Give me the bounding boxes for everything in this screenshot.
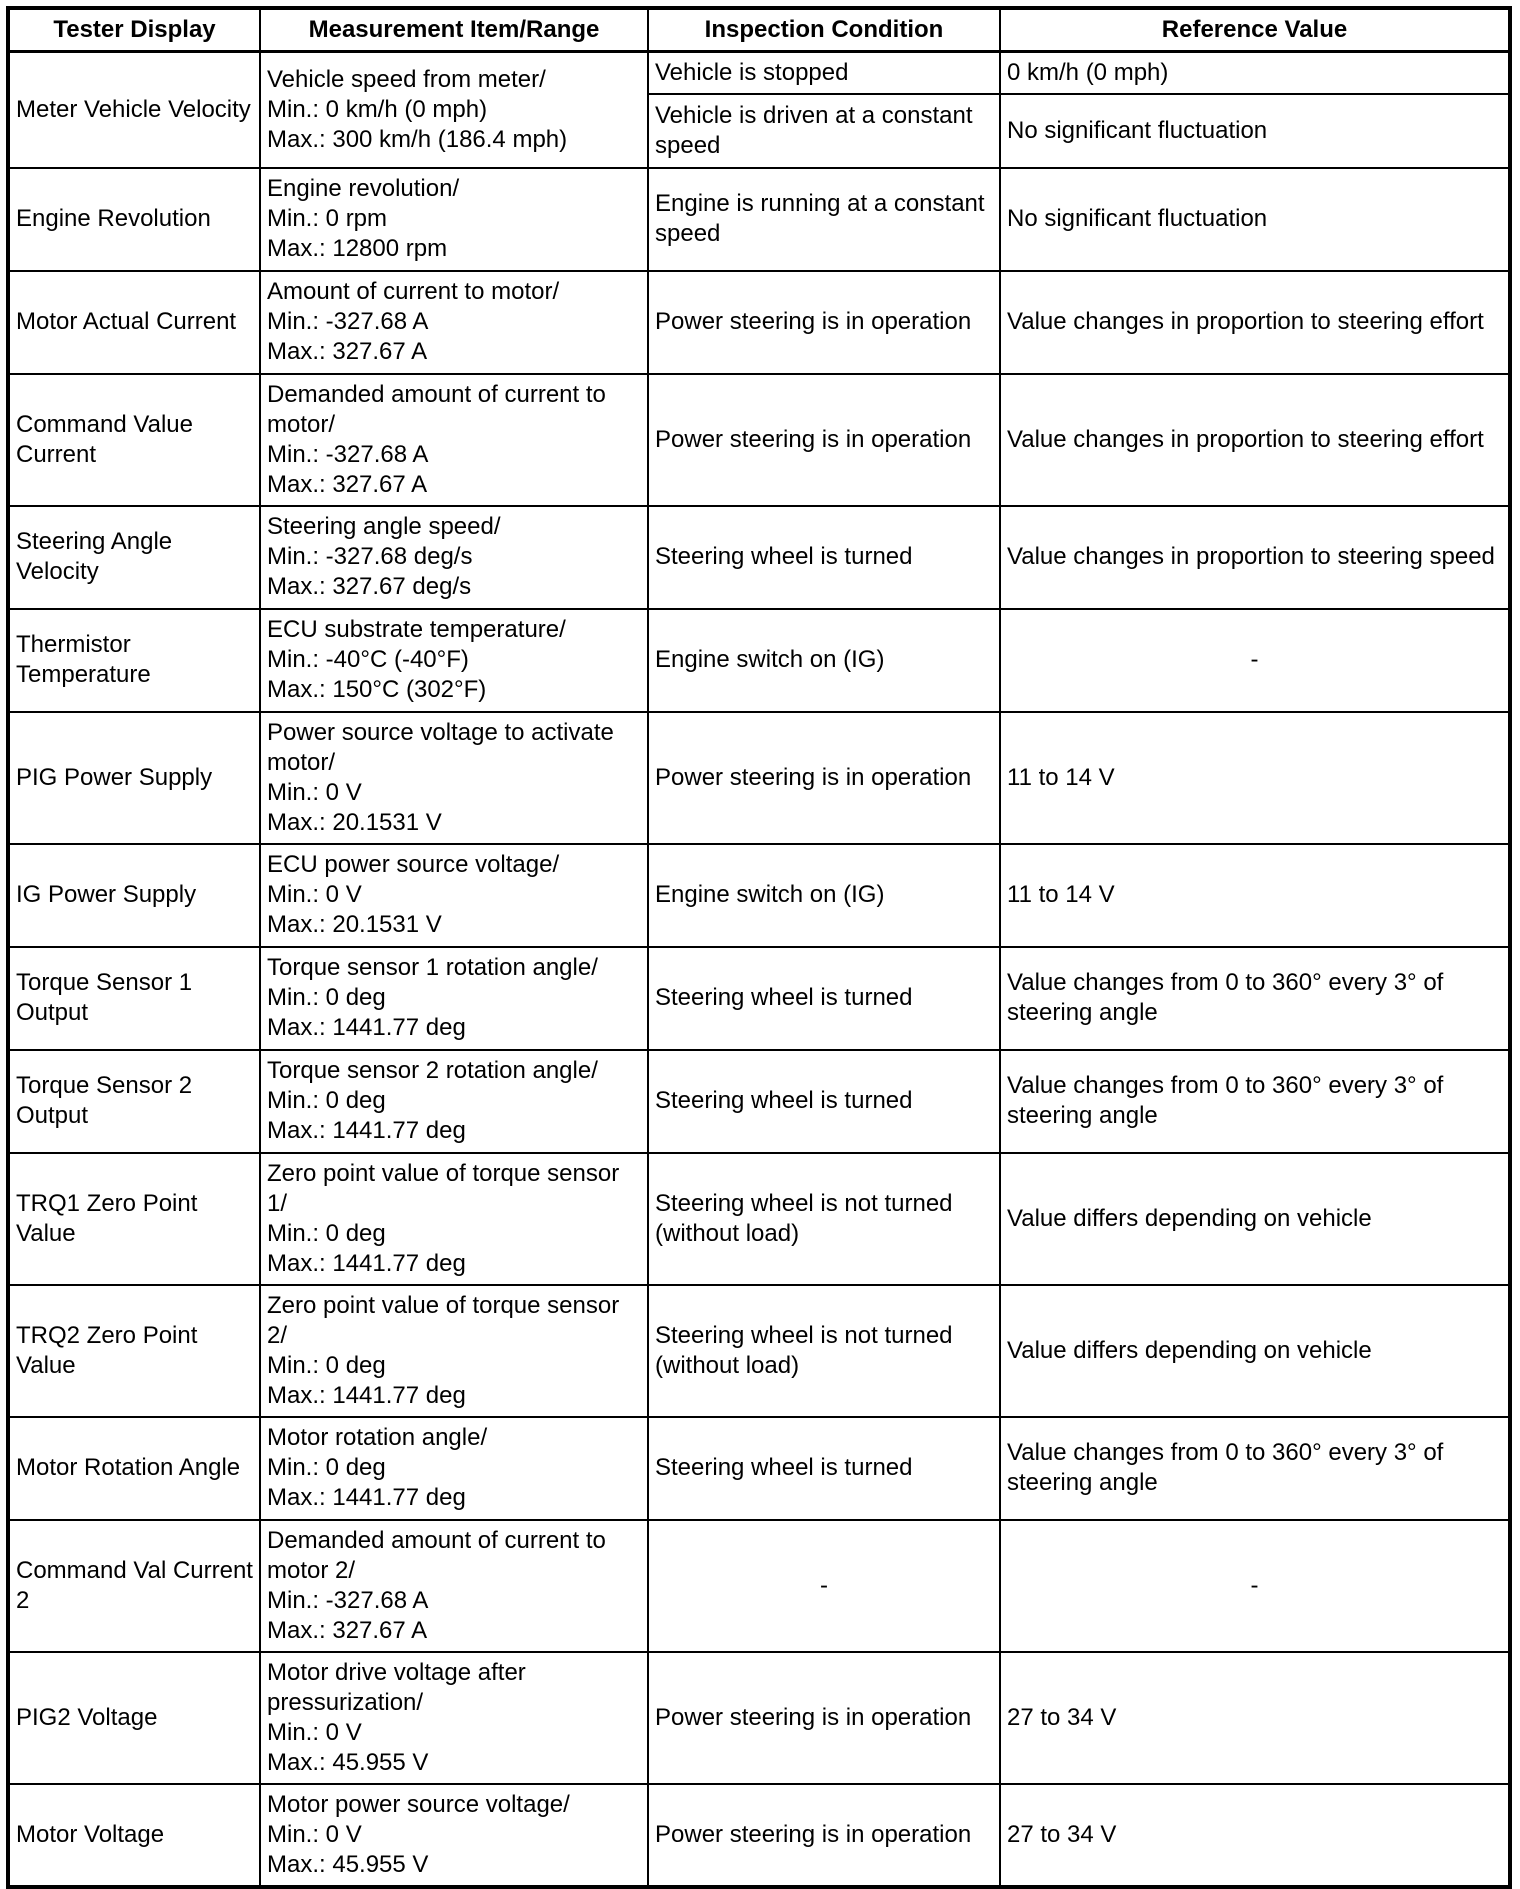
tester-display-cell: TRQ2 Zero Point Value xyxy=(8,1285,260,1417)
reference-cell: Value changes in proportion to steering effort xyxy=(1000,271,1510,374)
measurement-cell xyxy=(260,374,648,506)
measurement-line: Max.: 327.67 A xyxy=(267,338,428,365)
measurement-line: Demanded amount of current to xyxy=(267,380,606,408)
measurement-line: Max.: 327.67 A xyxy=(267,470,428,498)
measurement-cell xyxy=(260,712,648,844)
measurement-line: Min.: -327.68 A xyxy=(267,440,429,468)
condition-cell: Power steering is in operation xyxy=(648,1652,1000,1784)
condition-cell: Steering wheel is turned xyxy=(648,506,1000,609)
measurement-line: Min.: 0 km/h (0 mph) xyxy=(267,95,488,123)
reference-cell: Value changes in proportion to steering effort xyxy=(1000,374,1510,506)
measurement-cell xyxy=(260,1652,648,1784)
measurement-cell xyxy=(260,1417,648,1520)
condition-cell: Vehicle is driven at a constant speed xyxy=(648,94,1000,168)
measurement-line: Max.: 1441.77 deg xyxy=(267,1249,466,1277)
table-row xyxy=(8,52,1510,94)
measurement-line: Min.: 0 deg xyxy=(267,1454,386,1481)
measurement-line: Torque sensor 2 rotation angle/ xyxy=(267,1057,598,1084)
measurement-line: motor/ xyxy=(267,748,336,776)
table-row xyxy=(8,844,1510,947)
tester-display-cell: Command Value Current xyxy=(8,374,260,506)
condition-cell: Steering wheel is turned xyxy=(648,1417,1000,1520)
measurement-line: pressurization/ xyxy=(267,1688,424,1716)
measurement-line: Max.: 1441.77 deg xyxy=(267,1117,466,1144)
measurement-line: Min.: 0 V xyxy=(267,1820,362,1848)
measurement-cell xyxy=(260,1050,648,1153)
measurement-line: Min.: -327.68 A xyxy=(267,1586,429,1614)
measurement-line: Min.: -327.68 deg/s xyxy=(267,543,473,570)
header-inspection-condition: Inspection Condition xyxy=(648,8,1000,52)
measurement-line: Motor drive voltage after xyxy=(267,1658,526,1686)
reference-cell: Value differs depending on vehicle xyxy=(1000,1285,1510,1417)
reference-cell: 27 to 34 V xyxy=(1000,1784,1510,1887)
measurement-line: Max.: 327.67 A xyxy=(267,1616,428,1644)
tester-display-cell: Steering Angle Velocity xyxy=(8,506,260,609)
reference-cell: Value differs depending on vehicle xyxy=(1000,1153,1510,1285)
reference-cell: 11 to 14 V xyxy=(1000,712,1510,844)
measurement-line: Motor rotation angle/ xyxy=(267,1424,488,1451)
tester-display-cell: Meter Vehicle Velocity xyxy=(8,52,260,168)
condition-cell: Engine switch on (IG) xyxy=(648,844,1000,947)
measurement-line: Power source voltage to activate xyxy=(267,718,614,746)
condition-cell: - xyxy=(648,1520,1000,1652)
measurement-cell xyxy=(260,1784,648,1887)
tester-display-cell: Torque Sensor 2 Output xyxy=(8,1050,260,1153)
reference-cell: No significant fluctuation xyxy=(1000,168,1510,271)
measurement-line: Max.: 300 km/h (186.4 mph) xyxy=(267,125,568,153)
reference-cell: Value changes from 0 to 360° every 3° of steering angle xyxy=(1000,1417,1510,1520)
measurement-cell xyxy=(260,844,648,947)
tester-display-cell: Thermistor Temperature xyxy=(8,609,260,712)
reference-cell: 27 to 34 V xyxy=(1000,1652,1510,1784)
tester-display-cell: PIG Power Supply xyxy=(8,712,260,844)
table-row xyxy=(8,947,1510,1050)
measurement-line: Max.: 327.67 deg/s xyxy=(267,573,472,600)
measurement-line: Vehicle speed from meter/ xyxy=(267,65,546,93)
measurement-line: Min.: 0 V xyxy=(267,1718,362,1746)
reference-cell: 11 to 14 V xyxy=(1000,844,1510,947)
measurement-line: Demanded amount of current to xyxy=(267,1526,606,1554)
measurement-cell xyxy=(260,1153,648,1285)
measurement-line: ECU substrate temperature/ xyxy=(267,616,566,643)
measurement-line: motor 2/ xyxy=(267,1556,356,1584)
table-row xyxy=(8,506,1510,609)
measurement-line: Motor power source voltage/ xyxy=(267,1790,570,1818)
measurement-cell xyxy=(260,52,648,168)
measurement-cell xyxy=(260,947,648,1050)
condition-cell: Power steering is in operation xyxy=(648,271,1000,374)
table-row xyxy=(8,712,1510,844)
measurement-line: Min.: 0 rpm xyxy=(267,205,388,232)
table-row xyxy=(8,609,1510,712)
reference-cell: Value changes from 0 to 360° every 3° of steering angle xyxy=(1000,947,1510,1050)
table-row xyxy=(8,1050,1510,1153)
measurement-line: Zero point value of torque sensor xyxy=(267,1159,620,1187)
header-measurement-item: Measurement Item/Range xyxy=(260,8,648,52)
measurement-line: Engine revolution/ xyxy=(267,175,460,202)
measurement-line: Max.: 45.955 V xyxy=(267,1850,429,1878)
measurement-line: Min.: 0 V xyxy=(267,881,362,908)
header-reference-value: Reference Value xyxy=(1000,8,1510,52)
measurement-line: Max.: 20.1531 V xyxy=(267,911,442,938)
measurement-line: Max.: 1441.77 deg xyxy=(267,1014,466,1041)
reference-cell: Value changes in proportion to steering speed xyxy=(1000,506,1510,609)
measurement-line: Torque sensor 1 rotation angle/ xyxy=(267,954,598,981)
measurement-line: 2/ xyxy=(267,1321,288,1349)
condition-cell: Steering wheel is turned xyxy=(648,947,1000,1050)
table-row xyxy=(8,1784,1510,1887)
measurement-line: Max.: 20.1531 V xyxy=(267,808,442,836)
measurement-line: Min.: -327.68 A xyxy=(267,308,429,335)
measurement-line: Min.: 0 deg xyxy=(267,984,386,1011)
condition-cell: Steering wheel is not turned (without load) xyxy=(648,1153,1000,1285)
tester-display-cell: IG Power Supply xyxy=(8,844,260,947)
tester-display-cell: Command Val Current 2 xyxy=(8,1520,260,1652)
measurement-cell xyxy=(260,1285,648,1417)
measurement-cell xyxy=(260,168,648,271)
measurement-line: Max.: 12800 rpm xyxy=(267,235,448,262)
table-row xyxy=(8,1520,1510,1652)
reference-cell: No significant fluctuation xyxy=(1000,94,1510,168)
measurement-line: Amount of current to motor/ xyxy=(267,278,560,305)
table-row xyxy=(8,1285,1510,1417)
measurement-cell xyxy=(260,506,648,609)
table-row xyxy=(8,1417,1510,1520)
measurement-line: Zero point value of torque sensor xyxy=(267,1291,620,1319)
measurement-line: Min.: 0 deg xyxy=(267,1087,386,1114)
condition-cell: Steering wheel is turned xyxy=(648,1050,1000,1153)
table-row xyxy=(8,374,1510,506)
header-tester-display: Tester Display xyxy=(8,8,260,52)
condition-cell: Engine is running at a constant speed xyxy=(648,168,1000,271)
measurement-cell xyxy=(260,1520,648,1652)
measurement-line: Max.: 1441.77 deg xyxy=(267,1484,466,1511)
table-row xyxy=(8,1652,1510,1784)
condition-cell: Power steering is in operation xyxy=(648,374,1000,506)
condition-cell: Vehicle is stopped xyxy=(648,52,1000,94)
tester-display-cell: Motor Rotation Angle xyxy=(8,1417,260,1520)
tester-display-cell: Motor Actual Current xyxy=(8,271,260,374)
condition-cell: Steering wheel is not turned (without load) xyxy=(648,1285,1000,1417)
measurement-line: Steering angle speed/ xyxy=(267,513,501,540)
measurement-cell xyxy=(260,271,648,374)
header-row xyxy=(8,8,1510,52)
measurement-line: motor/ xyxy=(267,410,336,438)
tester-display-cell: PIG2 Voltage xyxy=(8,1652,260,1784)
condition-cell: Power steering is in operation xyxy=(648,712,1000,844)
table-row xyxy=(8,1153,1510,1285)
reference-cell: 0 km/h (0 mph) xyxy=(1000,52,1510,94)
tester-display-table xyxy=(6,6,1512,1889)
measurement-line: ECU power source voltage/ xyxy=(267,851,560,878)
tester-display-cell: TRQ1 Zero Point Value xyxy=(8,1153,260,1285)
measurement-line: 1/ xyxy=(267,1189,288,1217)
measurement-line: Min.: -40°C (-40°F) xyxy=(267,646,469,673)
measurement-line: Max.: 1441.77 deg xyxy=(267,1381,466,1409)
measurement-line: Min.: 0 deg xyxy=(267,1351,386,1379)
tester-display-cell: Engine Revolution xyxy=(8,168,260,271)
table-row xyxy=(8,271,1510,374)
tester-display-cell: Torque Sensor 1 Output xyxy=(8,947,260,1050)
reference-cell: Value changes from 0 to 360° every 3° of steering angle xyxy=(1000,1050,1510,1153)
measurement-line: Max.: 45.955 V xyxy=(267,1748,429,1776)
measurement-line: Min.: 0 deg xyxy=(267,1219,386,1247)
measurement-line: Min.: 0 V xyxy=(267,778,362,806)
measurement-line: Max.: 150°C (302°F) xyxy=(267,676,487,703)
tester-display-cell: Motor Voltage xyxy=(8,1784,260,1887)
condition-cell: Engine switch on (IG) xyxy=(648,609,1000,712)
reference-cell: - xyxy=(1000,1520,1510,1652)
condition-cell: Power steering is in operation xyxy=(648,1784,1000,1887)
table-row xyxy=(8,168,1510,271)
measurement-cell xyxy=(260,609,648,712)
reference-cell: - xyxy=(1000,609,1510,712)
